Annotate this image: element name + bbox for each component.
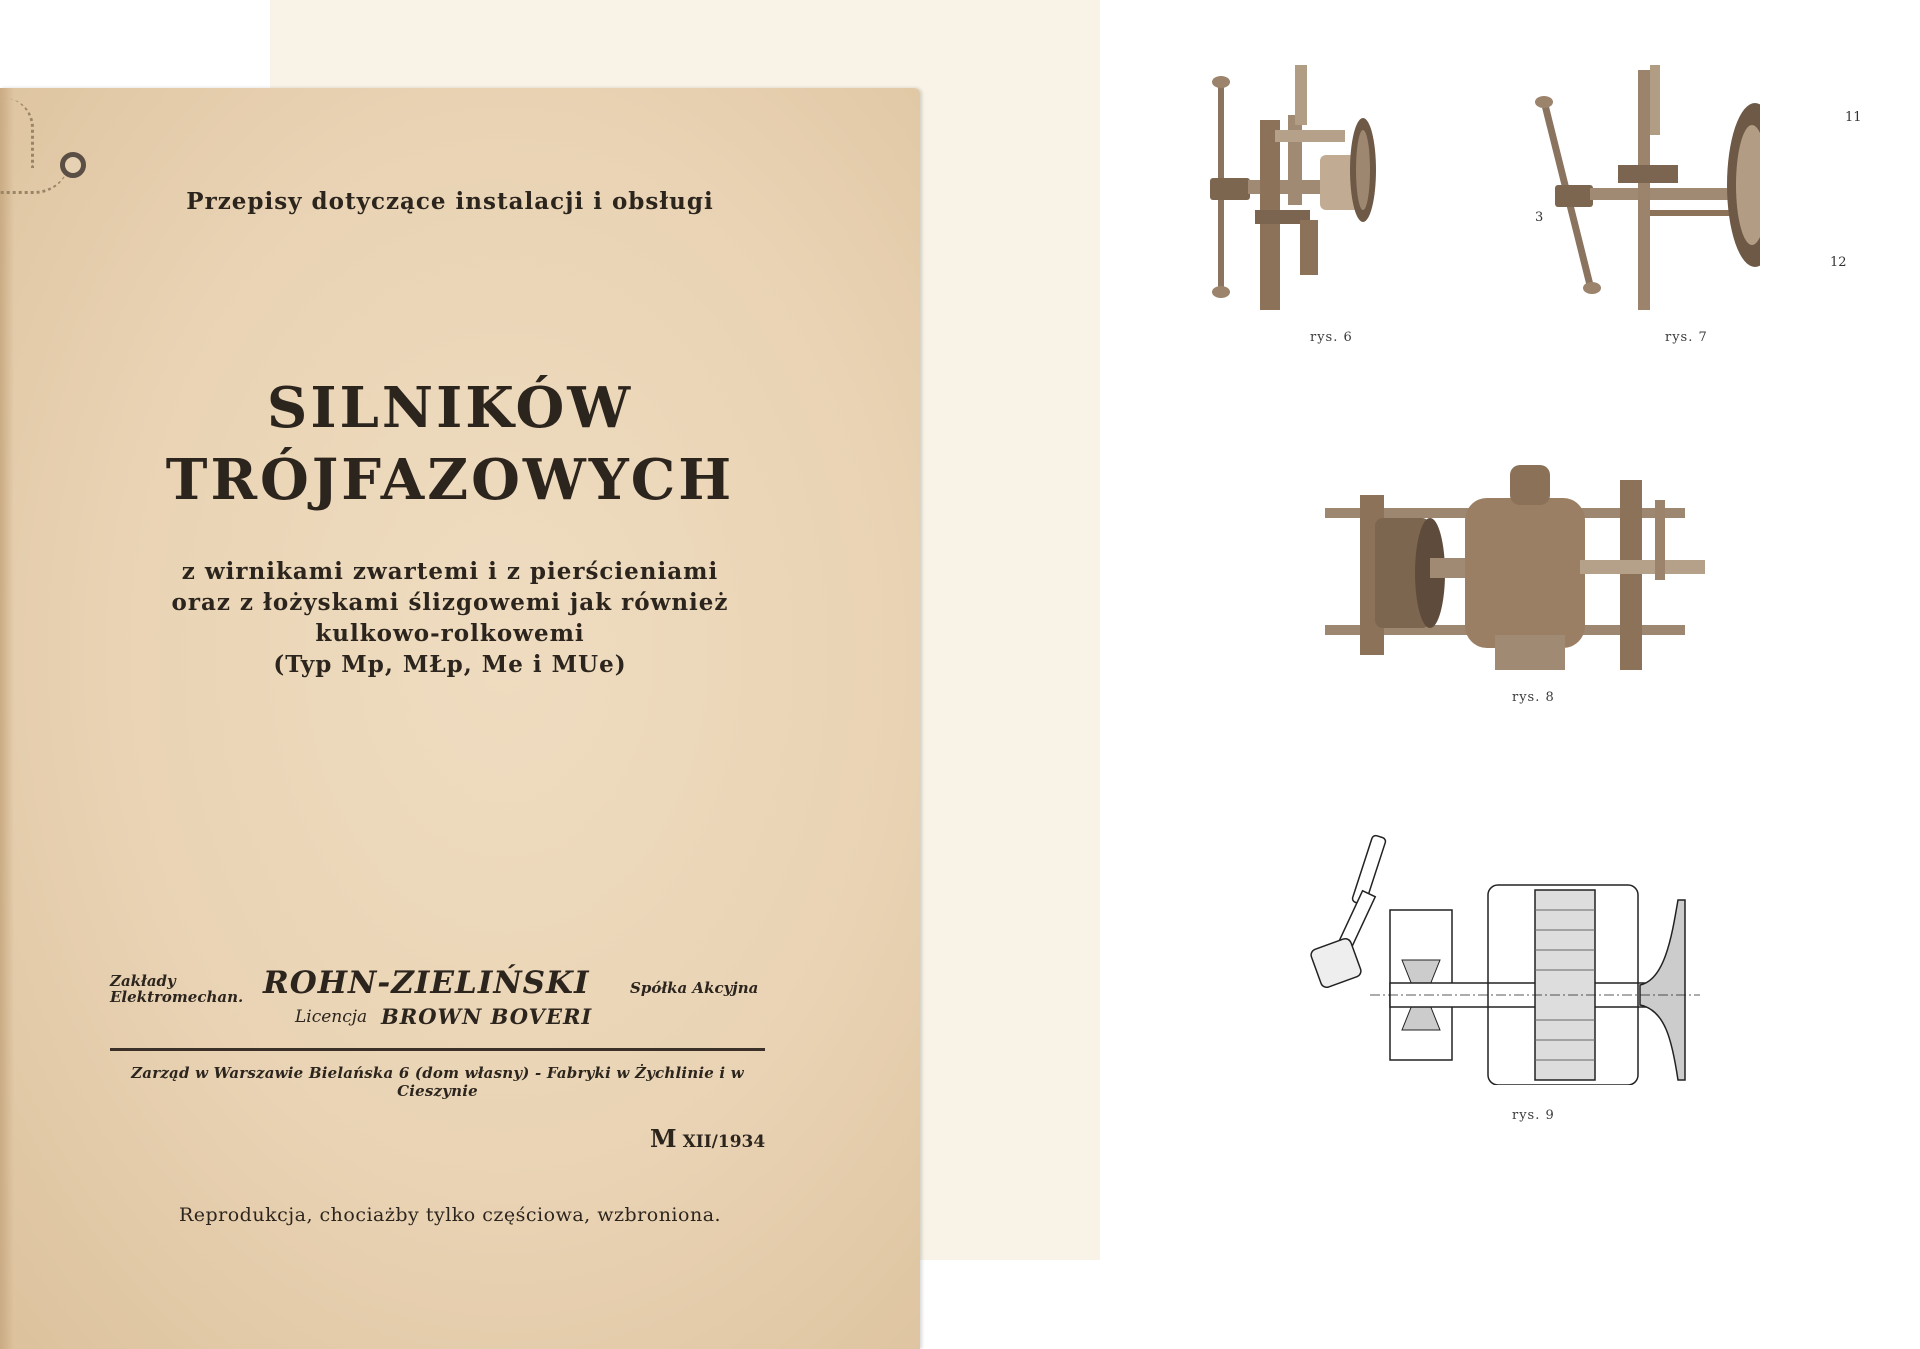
licensor-name: BROWN BOVERI xyxy=(381,1004,593,1029)
cover-heading: Przepisy dotyczące instalacji i obsługi xyxy=(186,188,714,215)
figure-7-label-12: 12 xyxy=(1830,255,1847,270)
figure-9-caption: rys. 9 xyxy=(1512,1108,1555,1123)
cover-subtitle-line: kulkowo-rolkowemi xyxy=(315,620,585,647)
figure-7-label-3: 3 xyxy=(1535,210,1544,225)
figure-8-caption: rys. 8 xyxy=(1512,690,1555,705)
mark-letter: M xyxy=(650,1124,677,1153)
booklet-cover xyxy=(0,88,920,1349)
cover-title-line2: TRÓJFAZOWYCH xyxy=(165,447,735,513)
figure-7-bearing-puller xyxy=(1530,60,1760,310)
cover-title-line1: SILNIKÓW xyxy=(266,375,634,441)
works-label xyxy=(110,973,243,1005)
figure-9-rotor-section-drawing xyxy=(1310,815,1700,1085)
figure-7-label-11: 11 xyxy=(1845,110,1862,125)
figures-page xyxy=(1100,0,1920,1349)
works-label-line2: Elektromechan. xyxy=(110,988,244,1006)
works-label-line1: Zakłady xyxy=(110,972,176,990)
edition-number: XII/1934 xyxy=(682,1132,766,1152)
address-line: Zarząd w Warszawie Bielańska 6 (dom własny) - Fabryki w Żychlinie i w Cieszynie xyxy=(131,1064,744,1100)
eyelet-icon xyxy=(60,152,86,178)
cover-subtitle-line: (Typ Mp, MŁp, Me i MUe) xyxy=(273,651,627,678)
cover-subtitle-line: oraz z łożyskami ślizgowemi jak również xyxy=(171,589,729,616)
edition-mark xyxy=(650,1124,765,1153)
figure-6-bearing-puller xyxy=(1200,60,1380,310)
company-type: Spółka Akcyjna xyxy=(630,979,759,997)
figure-8-motor-in-puller xyxy=(1325,460,1720,670)
license-label: Licencja xyxy=(295,1007,368,1027)
cover-subtitle-line: z wirnikami zwartemi i z pierścieniami xyxy=(181,558,719,585)
copyright-notice: Reprodukcja, chociażby tylko częściowa, wzbroniona. xyxy=(178,1204,722,1226)
company-name: ROHN-ZIELIŃSKI xyxy=(263,965,590,1001)
figure-6-caption: rys. 6 xyxy=(1310,330,1353,345)
divider xyxy=(110,1048,765,1051)
figure-7-caption: rys. 7 xyxy=(1665,330,1708,345)
